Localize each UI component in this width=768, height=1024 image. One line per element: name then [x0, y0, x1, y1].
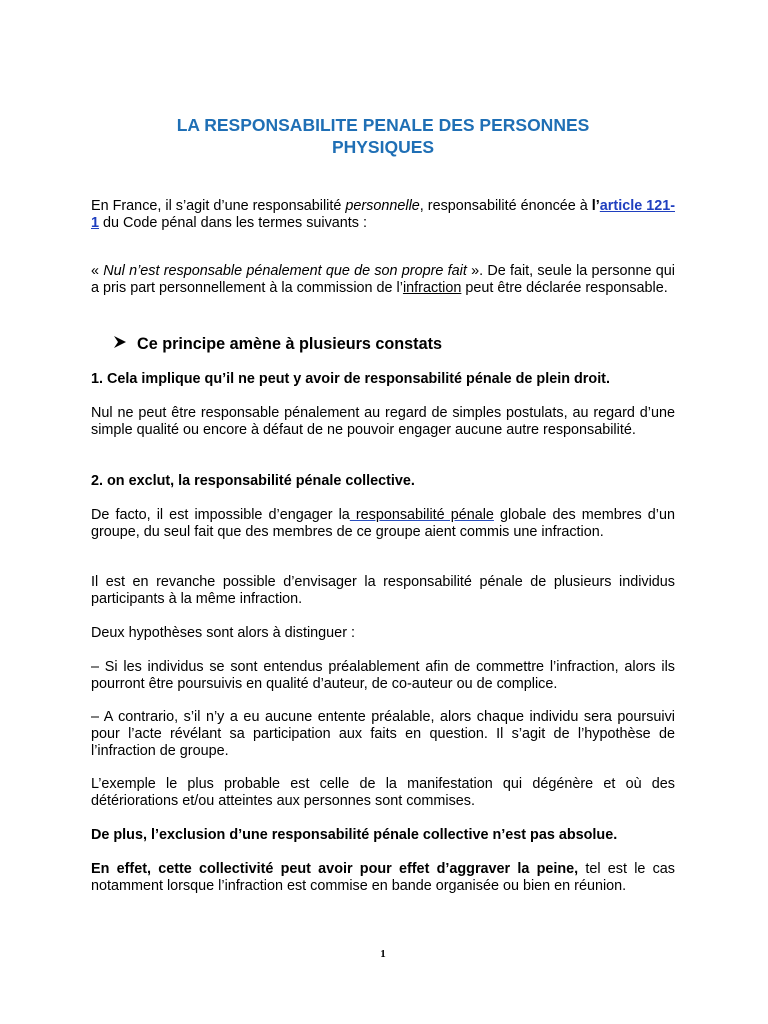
paragraph-5: Il est en revanche possible d’envisager la responsabilité pénale de plusieurs individus participants à la même infraction. — [91, 574, 675, 607]
paragraph-3: Nul ne peut être responsable pénalement au regard de simples postulats, au regard d’une simple qualité ou encore à défaut de ne pouvoir engager aucune autre responsabilité. — [91, 405, 675, 438]
arrowhead-bullet-icon — [113, 334, 127, 354]
p10-text: tel est le cas notamment lorsque l’infraction est commise en bande organisée ou bien en réunion. — [91, 861, 676, 894]
paragraph-10 — [91, 861, 675, 895]
p10-bold: En effet, cette collectivité peut avoir pour effet d’aggraver la peine, — [91, 861, 579, 877]
article-121-1-link[interactable]: article 121-1 — [91, 198, 675, 231]
intro-text-a: En France, il s’agit d’une responsabilité — [91, 198, 346, 214]
title-line-1: LA RESPONSABILITE PENALE DES PERSONNES — [176, 115, 590, 135]
subheading-2: 2. on exclut, la responsabilité pénale collective. — [91, 473, 415, 489]
p4-text-a: De facto, il est impossible d’engager la — [91, 507, 350, 523]
section-heading — [113, 334, 442, 354]
intro-text-c: , responsabilité énoncée à — [419, 198, 592, 214]
subheading-1: 1. Cela implique qu’il ne peut y avoir de responsabilité pénale de plein droit. — [91, 371, 610, 387]
paragraph-6: Deux hypothèses sont alors à distinguer : — [91, 625, 355, 641]
intro-text-e: du Code pénal dans les termes suivants : — [99, 215, 367, 231]
paragraph-7: – Si les individus se sont entendus préalablement afin de commettre l’infraction, alors ils pourront être poursuivis en qualité d’auteur, de co-auteur ou de complice. — [91, 659, 675, 692]
quote-text-e: peut être déclarée responsable. — [461, 280, 668, 296]
intro-text-italic: personnelle — [345, 198, 420, 214]
title-line-2: PHYSIQUES — [331, 137, 435, 157]
subheading-3: De plus, l’exclusion d’une responsabilité pénale collective n’est pas absolue. — [91, 827, 618, 843]
responsabilite-penale-link[interactable]: responsabilité pénale — [349, 507, 494, 523]
paragraph-quote — [91, 263, 675, 297]
section-heading-text: Ce principe amène à plusieurs constats — [137, 335, 442, 353]
page-number: 1 — [380, 948, 386, 960]
paragraph-intro — [91, 198, 675, 232]
paragraph-8: – A contrario, s’il n’y a eu aucune entente préalable, alors chaque individu sera poursuivi pour l’acte révélant sa participation aux faits en question. Il s’agit de l’hypothèse de l’infraction de groupe. — [91, 709, 675, 759]
quote-italic: Nul n’est responsable pénalement que de son propre fait — [103, 263, 467, 279]
infraction-link[interactable]: infraction — [402, 280, 462, 296]
paragraph-4 — [91, 507, 675, 541]
paragraph-9: L’exemple le plus probable est celle de la manifestation qui dégénère et où des détériorations et/ou atteintes aux personnes sont commises. — [91, 776, 675, 809]
quote-open: « — [91, 263, 104, 279]
document-title — [91, 114, 675, 158]
quote-text-c: ». De fait, seule la personne qui a pris part personnellement à la commission de l’ — [91, 263, 675, 296]
p4-text-c: globale des membres d’un groupe, du seul fait que des membres de ce groupe aient commis une infraction. — [91, 507, 675, 540]
intro-text-l: l’ — [591, 198, 600, 214]
